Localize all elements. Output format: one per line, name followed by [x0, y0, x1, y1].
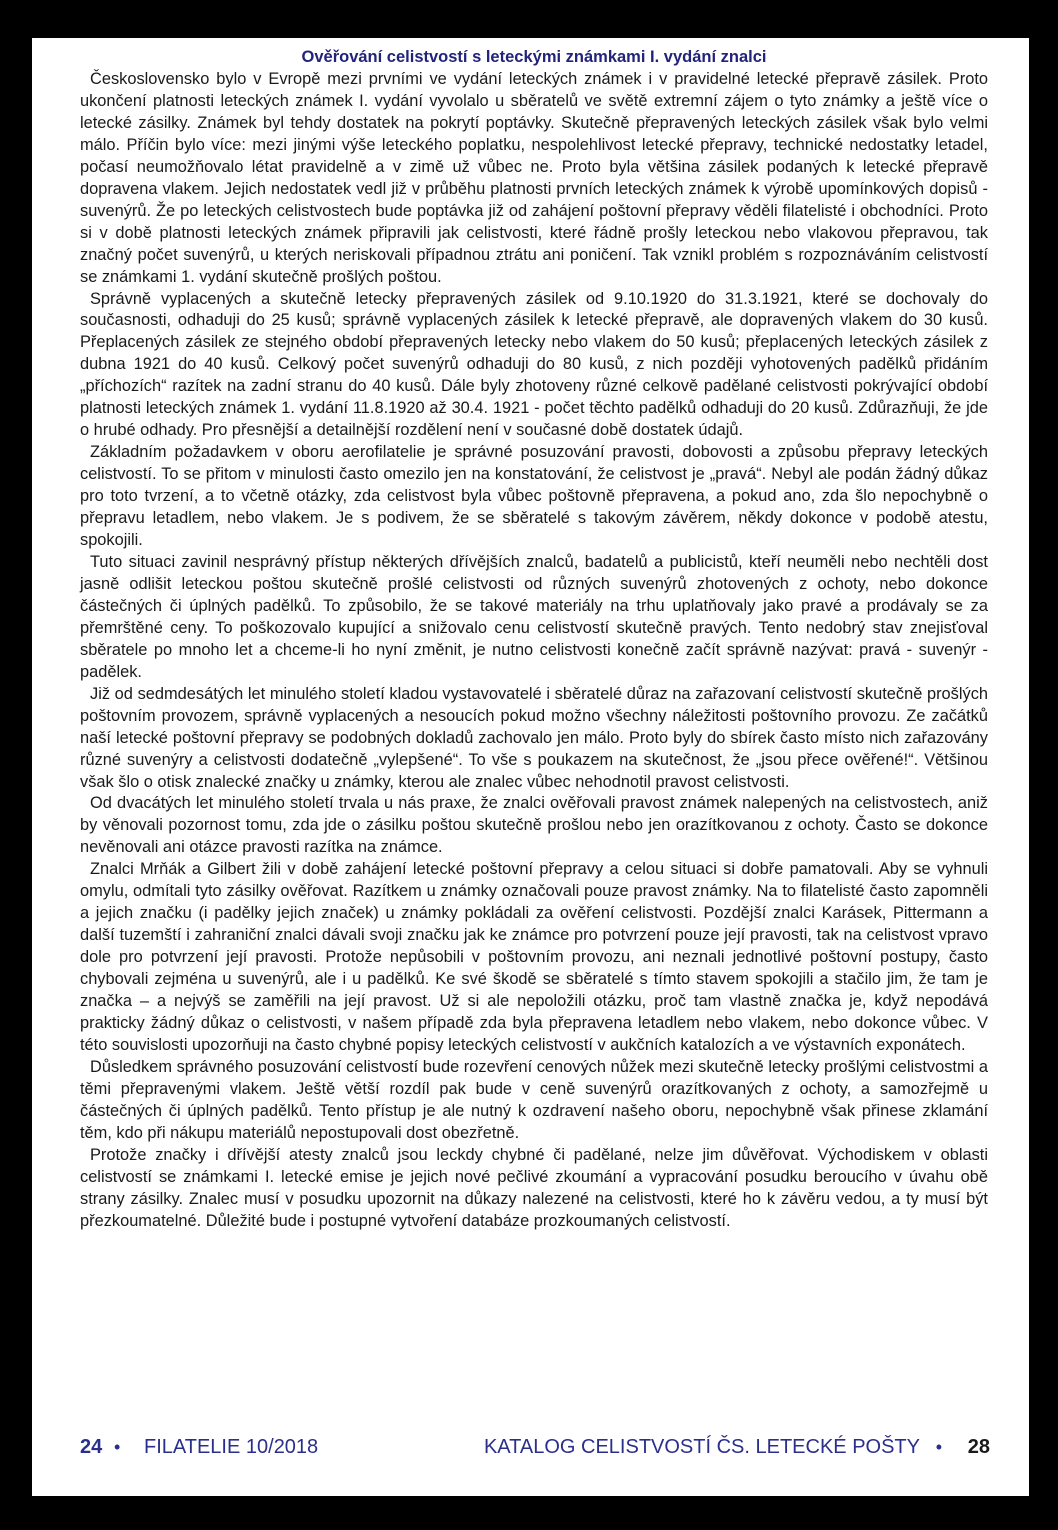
catalog-title: KATALOG CELISTVOSTÍ ČS. LETECKÉ POŠTY: [483, 1436, 920, 1458]
paragraph: Tuto situaci zavinil nesprávný přístup některých dřívějších znalců, badatelů a publicistů, kteří neuměli nebo nechtěli dost jasně odlišit leteckou poštou skutečně prošlé celistvosti od různých suvenýrů zhotovených z ochoty, nebo dokonce částečných či úplných padělků. To způsobilo, že se takové materiály na trhu uplatňovaly jako pravé a prodávaly se za přemrštěné ceny. To poškozovalo kupující a snižovalo cenu celistvostí skutečně pravých. Tento nedobrý stav znejisťoval sběratele po mnoho let a chceme-li ho nyní změnit, je nutno celistvosti konečně začít správně nazývat: pravá - suvenýr - padělek.: [80, 552, 988, 681]
article-title: Ověřování celistvostí s leteckými známkami I. vydání znalci: [301, 48, 767, 66]
footer-bullet: •: [114, 1437, 121, 1457]
paragraph: Československo bylo v Evropě mezi prvními ve vydání leteckých známek i v pravidelné letecké přepravě zásilek. Proto ukončení platnosti leteckých známek I. vydání vyvolalo u sběratelů ve světě extremní zájem o tyto známky a ještě více o letecké zásilky. Známek byl tehdy dostatek na pokrytí poptávky. Skutečně přepravených leteckých zásilek však bylo velmi málo. Příčin bylo více: mezi jinými výše leteckého poplatku, nespolehlivost letecké přepravy, technické nedostatky letadel, počasí neumožňovalo létat pravidelně a v zimě už vůbec ne. Proto byla většina zásilek podaných k letecké přepravě dopravena vlakem. Jejich nedostatek vedl již v průběhu platnosti prvních leteckých známek k výrobě upomínkových dopisů - suvenýrů. Že po leteckých celistvostech bude poptávka již od zahájení poštovní přepravy věděli filatelisté i obchodníci. Proto si v době platnosti leteckých známek připravili jak celistvosti, které řádně prošly leteckou nebo vlakovou přepravou, tak značný počet suvenýrů, u kterých neriskovali případnou ztrátu ani poničení. Tak vznikl problém s rozpoznáváním celistvostí se známkami 1. vydání skutečně prošlých poštou.: [80, 70, 988, 286]
article: [80, 48, 988, 1233]
page-footer: [80, 1434, 990, 1460]
paragraph: Od dvacátých let minulého století trvala u nás praxe, že znalci ověřovali pravost známek nalepených na celistvostech, aniž by věnovali pozornost tomu, zda jde o zásilku poštou skutečně prošlou nebo jen orazítkovanou z ochoty. Často se dokonce nevěnovali ani otázce pravosti razítka na známce.: [80, 794, 988, 857]
paragraph: Základním požadavkem v oboru aerofilatelie je správné posuzování pravosti, dobovosti a způsobu přepravy leteckých celistvostí. To se přitom v minulosti často omezilo jen na konstatování, že celistvost je „pravá“. Nebyl ale podán žádný důkaz pro toto tvrzení, a to včetně otázky, zda celistvost byla vůbec poštovně přepravena, a pokud ano, zda šlo nepochybně o přepravu letadlem, nebo vlakem. Je s podivem, že se sběratelé s takovým závěrem, někdy dokonce v podobě atestu, spokojili.: [80, 443, 988, 550]
paragraph: Znalci Mrňák a Gilbert žili v době zahájení letecké poštovní přepravy a celou situaci si dobře pamatovali. Aby se vyhnuli omylu, odmítali tyto zásilky ověřovat. Razítkem u známky označovali pouze pravost známky. Na to filatelisté často zapomněli a jejich značku (i padělky jejich značek) u známky pokládali za ověření celistvosti. Pozdější znalci Karásek, Pittermann a další tuzemští i zahraniční znalci dávali svoji značku jak ke známce pro potvrzení pouze její pravosti, tak na celistvost vpravo dole pro potvrzení její pravosti. Protože nepůsobili v poštovním provozu, ani neznali jednotlivé poštovní postupy, často chybovali zejména u suvenýrů, ale i u padělků. Ke své škodě se sběratelé s tímto stavem spokojili a stačilo jim, že tam je značka – a nejvýš se zaměřili na její pravost. Už si ale nepoložili otázku, proč tam vlastně značka je, když nepodává prakticky žádný důkaz o celistvosti, v našem případě zda byla přepravena letadlem nebo vlakem, nebo dokonce vůbec. V této souvislosti upozorňuji na často chybné popisy leteckých celistvostí v aukčních katalozích a ve výstavních exponátech.: [80, 860, 988, 1054]
page: [32, 38, 1029, 1496]
article-body: [80, 69, 988, 1233]
magazine-page-number: 24: [80, 1436, 103, 1458]
footer-bullet: •: [935, 1437, 942, 1457]
paragraph: Správně vyplacených a skutečně letecky přepravených zásilek od 9.10.1920 do 31.3.1921, které se dochovaly do současnosti, odhaduji do 25 kusů; správně vyplacených zásilek k letecké přepravě, ale dopravených vlakem do 30 kusů. Přeplacených zásilek ze stejného období přepravených letecky nebo vlakem do 50 kusů; přeplacených leteckých zásilek z dubna 1921 do 40 kusů. Celkový počet suvenýrů odhaduji do 80 kusů, z nich později vyhotovených padělků přidáním „příchozích“ razítek na zadní stranu do 40 kusů. Dále byly zhotoveny různé celkově padělané celistvosti pokrývající období platnosti leteckých známek 1. vydání 11.8.1920 až 30.4. 1921 - počet těchto padělků odhaduji do 20 kusů. Zdůrazňuji, že jde o hrubé odhady. Pro přesnější a detailnější rozdělení není v současné době dostatek údajů.: [80, 289, 988, 440]
catalog-page-number: 28: [967, 1436, 990, 1458]
paragraph: Již od sedmdesátých let minulého století kladou vystavovatelé i sběratelé důraz na zařazovaní celistvostí skutečně prošlých poštovním provozem, správně vyplacených a nesoucích pokud možno všechny náležitosti poštovního provozu. Ze začátků naší letecké poštovní přepravy se podobných dokladů zachovalo jen málo. Proto byly do sbírek často místo nich zařazovány různé suvenýry a celistvosti dodatečně „vylepšené“. To vše s poukazem na skutečnost, že „jsou přece ověřené!“. Většinou však šlo o otisk znalecké značky u známky, kterou ale znalec vůbec nehodnotil pravost celistvosti.: [80, 684, 988, 791]
magazine-issue: FILATELIE 10/2018: [144, 1436, 319, 1458]
paragraph: Protože značky i dřívější atesty znalců jsou leckdy chybné či padělané, nelze jim důvěřovat. Východiskem v oblasti celistvostí se známkami I. letecké emise je jejich nové pečlivé zkoumání a vypracování posudku beroucího v úvahu obě strany zásilky. Znalec musí v posudku upozornit na důkazy nalezené na celistvosti, které ho k závěru vedou, a ty musí být přezkoumatelné. Důležité bude i postupné vytvoření databáze prozkoumaných celistvostí.: [80, 1145, 988, 1230]
paragraph: Důsledkem správného posuzování celistvostí bude rozevření cenových nůžek mezi skutečně letecky prošlými celistvostmi a těmi přepravenými vlakem. Ještě větší rozdíl pak bude v ceně suvenýrů orazítkovaných z ochoty, a samozřejmě u částečných či úplných padělků. Tento přístup je ale nutný k ozdravení našeho oboru, nepochybně však přinese zklamání těm, kdo při nákupu materiálů nepostupovali dost obezřetně.: [80, 1057, 988, 1142]
